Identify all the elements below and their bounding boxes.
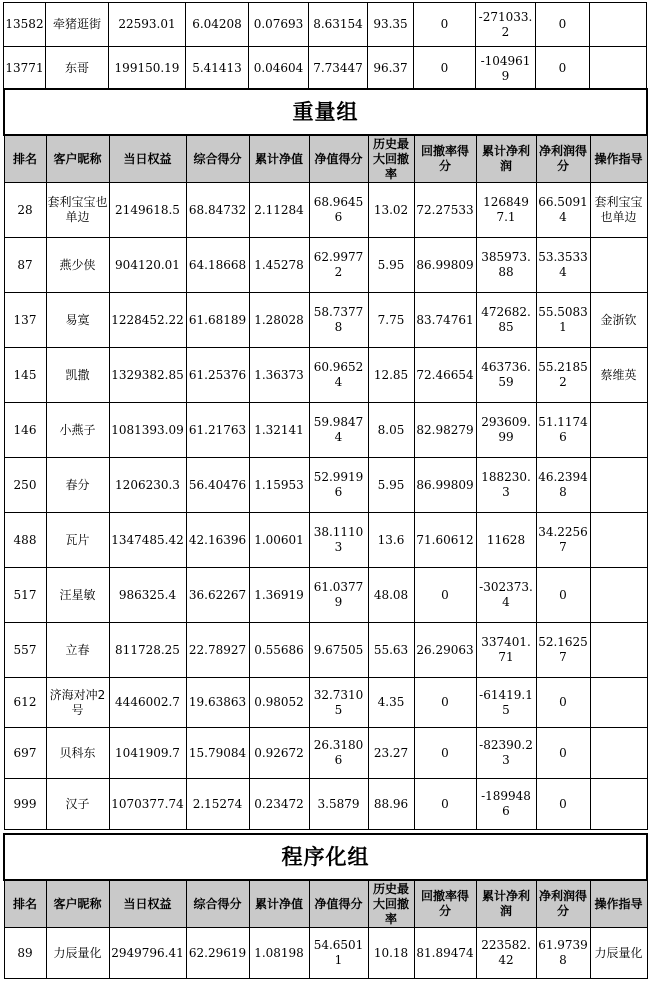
heavy-group-body <box>4 183 647 830</box>
nav-score-cell: 61.03779 <box>309 568 368 623</box>
cumulative-nav-cell: 0.98052 <box>249 678 309 728</box>
composite-score-cell: 68.84732 <box>186 183 249 238</box>
profit-score-cell: 55.50831 <box>536 293 590 348</box>
column-header-nickname: 客户昵称 <box>46 135 109 183</box>
drawdown-score-cell: 26.29063 <box>414 623 476 678</box>
net-profit-cell: 293609.99 <box>476 403 536 458</box>
max-drawdown-cell: 48.08 <box>368 568 414 623</box>
column-header-nav-score: 净值得分 <box>309 880 368 928</box>
composite-score-cell: 22.78927 <box>186 623 249 678</box>
drawdown-score-cell: 0 <box>414 678 476 728</box>
table-row <box>4 458 647 513</box>
guidance-cell <box>590 779 647 830</box>
drawdown-score-cell: 72.27533 <box>414 183 476 238</box>
heavy-group-table <box>3 88 648 830</box>
nav-score-cell: 58.73778 <box>309 293 368 348</box>
cumulative-nav-cell: 1.32141 <box>249 403 309 458</box>
column-header-max-drawdown: 历史最大回撤率 <box>368 135 414 183</box>
equity-cell: 1329382.85 <box>109 348 186 403</box>
top-rows-table <box>3 2 647 91</box>
nickname-cell: 小燕子 <box>46 403 109 458</box>
rank-cell: 488 <box>4 513 46 568</box>
nav-score-cell: 8.63154 <box>309 3 368 47</box>
profit-score-cell: 0 <box>536 779 590 830</box>
net-profit-cell: -271033.2 <box>476 3 536 47</box>
cumulative-nav-cell: 0.55686 <box>249 623 309 678</box>
guidance-cell <box>590 3 647 47</box>
max-drawdown-cell: 93.35 <box>368 3 414 47</box>
table-row <box>4 183 647 238</box>
nickname-cell: 济海对冲2号 <box>46 678 109 728</box>
nickname-cell: 力辰量化 <box>46 928 109 979</box>
column-header-equity: 当日权益 <box>109 135 186 183</box>
profit-score-cell: 0 <box>536 47 590 91</box>
drawdown-score-cell: 86.99809 <box>414 458 476 513</box>
group-title-heavy: 重量组 <box>4 89 647 135</box>
nav-score-cell: 3.5879 <box>309 779 368 830</box>
guidance-cell <box>590 728 647 779</box>
cumulative-nav-cell: 1.36919 <box>249 568 309 623</box>
profit-score-cell: 66.50914 <box>536 183 590 238</box>
drawdown-score-cell: 81.89474 <box>414 928 476 979</box>
column-header-guidance: 操作指导 <box>590 135 647 183</box>
column-header-nickname: 客户昵称 <box>46 880 109 928</box>
rank-cell: 999 <box>4 779 46 830</box>
top-rows-body <box>4 3 647 91</box>
nickname-cell: 易寞 <box>46 293 109 348</box>
profit-score-cell: 0 <box>536 3 590 47</box>
max-drawdown-cell: 10.18 <box>368 928 414 979</box>
table-header-row <box>4 135 647 183</box>
equity-cell: 986325.4 <box>109 568 186 623</box>
net-profit-cell: 463736.59 <box>476 348 536 403</box>
rank-cell: 250 <box>4 458 46 513</box>
column-header-guidance: 操作指导 <box>590 880 647 928</box>
guidance-cell <box>590 513 647 568</box>
equity-cell: 22593.01 <box>109 3 186 47</box>
net-profit-cell: 1268497.1 <box>476 183 536 238</box>
net-profit-cell: -1899486 <box>476 779 536 830</box>
column-header-composite-score: 综合得分 <box>186 880 249 928</box>
guidance-cell <box>590 678 647 728</box>
max-drawdown-cell: 12.85 <box>368 348 414 403</box>
profit-score-cell: 46.23948 <box>536 458 590 513</box>
table-row <box>4 293 647 348</box>
cumulative-nav-cell: 0.07693 <box>249 3 309 47</box>
column-header-rank: 排名 <box>4 135 46 183</box>
guidance-cell <box>590 623 647 678</box>
rank-cell: 612 <box>4 678 46 728</box>
net-profit-cell: -61419.15 <box>476 678 536 728</box>
group-title-program: 程序化组 <box>4 834 647 880</box>
nickname-cell: 东哥 <box>46 47 109 91</box>
nav-score-cell: 7.73447 <box>309 47 368 91</box>
column-header-rank: 排名 <box>4 880 46 928</box>
max-drawdown-cell: 8.05 <box>368 403 414 458</box>
table-row <box>4 728 647 779</box>
drawdown-score-cell: 86.99809 <box>414 238 476 293</box>
profit-score-cell: 34.22567 <box>536 513 590 568</box>
column-header-net-profit: 累计净利润 <box>476 880 536 928</box>
net-profit-cell: 472682.85 <box>476 293 536 348</box>
cumulative-nav-cell: 1.15953 <box>249 458 309 513</box>
column-header-net-profit: 累计净利润 <box>476 135 536 183</box>
max-drawdown-cell: 7.75 <box>368 293 414 348</box>
profit-score-cell: 0 <box>536 728 590 779</box>
net-profit-cell: -302373.4 <box>476 568 536 623</box>
net-profit-cell: 11628 <box>476 513 536 568</box>
guidance-cell: 力辰量化 <box>590 928 647 979</box>
equity-cell: 4446002.7 <box>109 678 186 728</box>
nickname-cell: 瓦片 <box>46 513 109 568</box>
column-header-equity: 当日权益 <box>109 880 186 928</box>
profit-score-cell: 52.16257 <box>536 623 590 678</box>
program-group-table <box>3 833 648 979</box>
max-drawdown-cell: 55.63 <box>368 623 414 678</box>
max-drawdown-cell: 13.6 <box>368 513 414 568</box>
composite-score-cell: 6.04208 <box>186 3 249 47</box>
rank-cell: 137 <box>4 293 46 348</box>
nickname-cell: 汪星敏 <box>46 568 109 623</box>
nickname-cell: 燕少侠 <box>46 238 109 293</box>
composite-score-cell: 42.16396 <box>186 513 249 568</box>
nav-score-cell: 68.96456 <box>309 183 368 238</box>
net-profit-cell: 188230.3 <box>476 458 536 513</box>
guidance-cell: 套利宝宝也单边 <box>590 183 647 238</box>
nickname-cell: 牵猪逛街 <box>46 3 109 47</box>
column-header-cumulative-nav: 累计净值 <box>249 135 309 183</box>
max-drawdown-cell: 5.95 <box>368 238 414 293</box>
nav-score-cell: 52.99196 <box>309 458 368 513</box>
rank-cell: 89 <box>4 928 46 979</box>
equity-cell: 1041909.7 <box>109 728 186 779</box>
max-drawdown-cell: 88.96 <box>368 779 414 830</box>
profit-score-cell: 53.35334 <box>536 238 590 293</box>
max-drawdown-cell: 96.37 <box>368 47 414 91</box>
nav-score-cell: 54.65011 <box>309 928 368 979</box>
net-profit-cell: 385973.88 <box>476 238 536 293</box>
composite-score-cell: 61.21763 <box>186 403 249 458</box>
equity-cell: 1070377.74 <box>109 779 186 830</box>
net-profit-cell: 337401.71 <box>476 623 536 678</box>
program-group-body <box>4 928 647 979</box>
drawdown-score-cell: 0 <box>414 728 476 779</box>
table-header-row <box>4 880 647 928</box>
cumulative-nav-cell: 2.11284 <box>249 183 309 238</box>
equity-cell: 2949796.41 <box>109 928 186 979</box>
equity-cell: 1228452.22 <box>109 293 186 348</box>
composite-score-cell: 62.29619 <box>186 928 249 979</box>
profit-score-cell: 0 <box>536 678 590 728</box>
column-header-drawdown-score: 回撤率得分 <box>414 880 476 928</box>
drawdown-score-cell: 0 <box>414 47 476 91</box>
nickname-cell: 春分 <box>46 458 109 513</box>
nickname-cell: 凯撒 <box>46 348 109 403</box>
column-header-profit-score: 净利润得分 <box>536 880 590 928</box>
composite-score-cell: 64.18668 <box>186 238 249 293</box>
cumulative-nav-cell: 0.23472 <box>249 779 309 830</box>
guidance-cell <box>590 568 647 623</box>
guidance-cell: 金浙钦 <box>590 293 647 348</box>
cumulative-nav-cell: 0.04604 <box>249 47 309 91</box>
equity-cell: 811728.25 <box>109 623 186 678</box>
nickname-cell: 汉子 <box>46 779 109 830</box>
nav-score-cell: 60.96524 <box>309 348 368 403</box>
table-row <box>4 928 647 979</box>
net-profit-cell: -82390.23 <box>476 728 536 779</box>
rank-cell: 697 <box>4 728 46 779</box>
table-row <box>4 513 647 568</box>
net-profit-cell: 223582.42 <box>476 928 536 979</box>
table-row <box>4 3 647 47</box>
column-header-cumulative-nav: 累计净值 <box>249 880 309 928</box>
profit-score-cell: 61.97398 <box>536 928 590 979</box>
rank-cell: 13582 <box>4 3 46 47</box>
profit-score-cell: 55.21852 <box>536 348 590 403</box>
table-row <box>4 678 647 728</box>
nickname-cell: 贝科东 <box>46 728 109 779</box>
max-drawdown-cell: 5.95 <box>368 458 414 513</box>
column-header-drawdown-score: 回撤率得分 <box>414 135 476 183</box>
nav-score-cell: 59.98474 <box>309 403 368 458</box>
rank-cell: 87 <box>4 238 46 293</box>
table-row <box>4 623 647 678</box>
nav-score-cell: 62.99772 <box>309 238 368 293</box>
table-row <box>4 568 647 623</box>
guidance-cell <box>590 238 647 293</box>
composite-score-cell: 36.62267 <box>186 568 249 623</box>
cumulative-nav-cell: 1.08198 <box>249 928 309 979</box>
max-drawdown-cell: 13.02 <box>368 183 414 238</box>
nav-score-cell: 38.11103 <box>309 513 368 568</box>
composite-score-cell: 15.79084 <box>186 728 249 779</box>
guidance-cell: 蔡维英 <box>590 348 647 403</box>
rank-cell: 13771 <box>4 47 46 91</box>
nav-score-cell: 26.31806 <box>309 728 368 779</box>
nav-score-cell: 9.67505 <box>309 623 368 678</box>
cumulative-nav-cell: 1.00601 <box>249 513 309 568</box>
composite-score-cell: 2.15274 <box>186 779 249 830</box>
equity-cell: 1081393.09 <box>109 403 186 458</box>
drawdown-score-cell: 72.46654 <box>414 348 476 403</box>
nickname-cell: 套利宝宝也单边 <box>46 183 109 238</box>
column-header-profit-score: 净利润得分 <box>536 135 590 183</box>
composite-score-cell: 19.63863 <box>186 678 249 728</box>
table-row <box>4 348 647 403</box>
composite-score-cell: 56.40476 <box>186 458 249 513</box>
drawdown-score-cell: 0 <box>414 779 476 830</box>
rank-cell: 557 <box>4 623 46 678</box>
table-row <box>4 403 647 458</box>
max-drawdown-cell: 23.27 <box>368 728 414 779</box>
table-row <box>4 238 647 293</box>
drawdown-score-cell: 82.98279 <box>414 403 476 458</box>
guidance-cell <box>590 403 647 458</box>
column-header-nav-score: 净值得分 <box>309 135 368 183</box>
nav-score-cell: 32.73105 <box>309 678 368 728</box>
cumulative-nav-cell: 1.36373 <box>249 348 309 403</box>
drawdown-score-cell: 0 <box>414 3 476 47</box>
profit-score-cell: 51.11746 <box>536 403 590 458</box>
table-row <box>4 779 647 830</box>
composite-score-cell: 61.25376 <box>186 348 249 403</box>
composite-score-cell: 5.41413 <box>186 47 249 91</box>
equity-cell: 199150.19 <box>109 47 186 91</box>
cumulative-nav-cell: 0.92672 <box>249 728 309 779</box>
nickname-cell: 立春 <box>46 623 109 678</box>
max-drawdown-cell: 4.35 <box>368 678 414 728</box>
guidance-cell <box>590 47 647 91</box>
drawdown-score-cell: 71.60612 <box>414 513 476 568</box>
cumulative-nav-cell: 1.28028 <box>249 293 309 348</box>
drawdown-score-cell: 83.74761 <box>414 293 476 348</box>
guidance-cell <box>590 458 647 513</box>
equity-cell: 904120.01 <box>109 238 186 293</box>
profit-score-cell: 0 <box>536 568 590 623</box>
rank-cell: 517 <box>4 568 46 623</box>
equity-cell: 1347485.42 <box>109 513 186 568</box>
rank-cell: 146 <box>4 403 46 458</box>
equity-cell: 2149618.5 <box>109 183 186 238</box>
column-header-max-drawdown: 历史最大回撤率 <box>368 880 414 928</box>
rank-cell: 28 <box>4 183 46 238</box>
column-header-composite-score: 综合得分 <box>186 135 249 183</box>
cumulative-nav-cell: 1.45278 <box>249 238 309 293</box>
table-row <box>4 47 647 91</box>
net-profit-cell: -1049619 <box>476 47 536 91</box>
rank-cell: 145 <box>4 348 46 403</box>
composite-score-cell: 61.68189 <box>186 293 249 348</box>
drawdown-score-cell: 0 <box>414 568 476 623</box>
equity-cell: 1206230.3 <box>109 458 186 513</box>
